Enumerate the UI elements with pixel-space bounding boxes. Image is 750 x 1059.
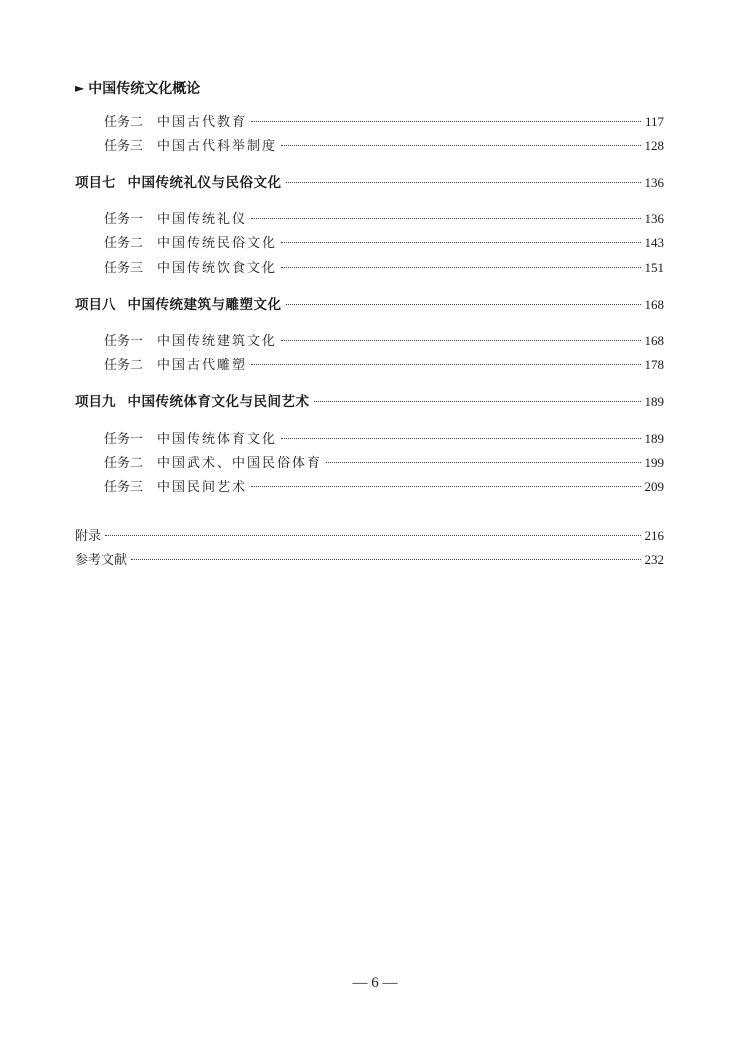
dot-leader — [281, 242, 640, 243]
toc-project-entry[interactable] — [75, 173, 664, 193]
entry-label: 任务三 — [104, 261, 144, 276]
toc-project-entry[interactable] — [75, 295, 664, 315]
entry-title: 中国传统体育文化 — [157, 432, 278, 447]
entry-label: 任务二 — [104, 115, 144, 130]
entry-page: 143 — [644, 235, 664, 250]
entry-title: 中国民间艺术 — [157, 480, 248, 495]
entry-page: 168 — [644, 297, 664, 312]
entry-page: 117 — [644, 114, 664, 129]
dot-leader — [251, 486, 640, 487]
toc-entry[interactable] — [104, 209, 664, 229]
toc-references-entry[interactable] — [75, 550, 664, 570]
entry-page: 178 — [644, 357, 664, 372]
toc-entry[interactable] — [104, 233, 664, 253]
header-title: 中国传统文化概论 — [88, 81, 201, 97]
entry-title: 中国传统民俗文化 — [157, 236, 278, 251]
toc-entry[interactable] — [104, 331, 664, 351]
entry-page: 189 — [644, 431, 664, 446]
project-title: 中国传统体育文化与民间艺术 — [127, 394, 310, 410]
project-title: 中国传统建筑与雕塑文化 — [127, 297, 282, 313]
appendix-label: 附录 — [75, 529, 102, 544]
entry-label: 任务二 — [104, 236, 144, 251]
dot-leader — [281, 340, 640, 341]
entry-label: 任务三 — [104, 480, 144, 495]
running-header — [75, 78, 200, 98]
toc-entry[interactable] — [104, 355, 664, 375]
project-label: 项目七 — [75, 175, 116, 191]
dot-leader — [281, 145, 640, 146]
entry-page: 199 — [644, 455, 664, 470]
toc-entry[interactable] — [104, 429, 664, 449]
dot-leader — [286, 182, 641, 183]
entry-label: 任务一 — [104, 432, 144, 447]
entry-title: 中国古代教育 — [157, 115, 248, 130]
entry-label: 任务三 — [104, 139, 144, 154]
toc-entry[interactable] — [104, 453, 664, 473]
entry-title: 中国武术、中国民俗体育 — [157, 456, 323, 471]
entry-title: 中国传统建筑文化 — [157, 334, 278, 349]
entry-title: 中国传统礼仪 — [157, 212, 248, 227]
toc-entry[interactable] — [104, 136, 664, 156]
entry-label: 任务二 — [104, 456, 144, 471]
entry-title: 中国传统饮食文化 — [157, 261, 278, 276]
entry-page: 189 — [644, 394, 664, 409]
references-label: 参考文献 — [75, 553, 128, 568]
dot-leader — [281, 438, 640, 439]
dot-leader — [326, 462, 640, 463]
project-label: 项目九 — [75, 394, 116, 410]
entry-page: 216 — [644, 528, 664, 543]
entry-page: 168 — [644, 333, 664, 348]
entry-label: 任务一 — [104, 334, 144, 349]
entry-label: 任务二 — [104, 358, 144, 373]
dot-leader — [314, 401, 641, 402]
toc-entry[interactable] — [104, 258, 664, 278]
dot-leader — [105, 535, 640, 536]
page-number: — 6 — — [352, 975, 398, 991]
entry-page: 151 — [644, 260, 664, 275]
dot-leader — [131, 559, 640, 560]
entry-page: 136 — [644, 175, 664, 190]
toc-appendix-entry[interactable] — [75, 526, 664, 546]
dot-leader — [251, 364, 640, 365]
toc-entry[interactable] — [104, 477, 664, 497]
entry-page: 232 — [644, 552, 664, 567]
project-title: 中国传统礼仪与民俗文化 — [127, 175, 282, 191]
entry-page: 128 — [644, 138, 664, 153]
project-label: 项目八 — [75, 297, 116, 313]
entry-title: 中国古代科举制度 — [157, 139, 278, 154]
entry-page: 136 — [644, 211, 664, 226]
toc-project-entry[interactable] — [75, 392, 664, 412]
triangle-arrow-icon: ► — [75, 81, 85, 95]
dot-leader — [286, 304, 641, 305]
toc-entry[interactable] — [104, 112, 664, 132]
entry-page: 209 — [644, 479, 664, 494]
dot-leader — [251, 218, 640, 219]
dot-leader — [281, 267, 640, 268]
entry-label: 任务一 — [104, 212, 144, 227]
entry-title: 中国古代雕塑 — [157, 358, 248, 373]
dot-leader — [251, 121, 641, 122]
